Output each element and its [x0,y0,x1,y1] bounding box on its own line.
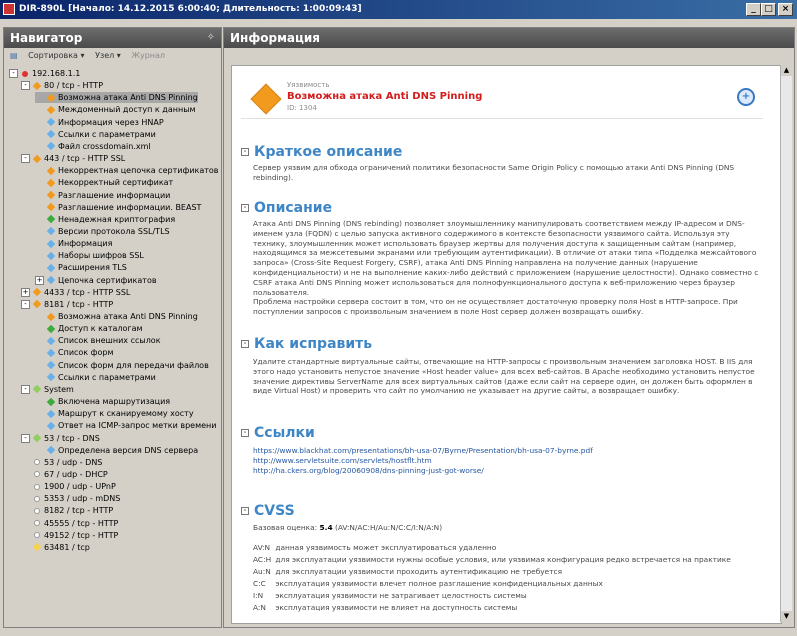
severity-icon [47,94,55,102]
tree-node[interactable] [35,347,114,358]
severity-diamond-icon [250,83,281,114]
description-text: Атака Anti DNS Pinning (DNS rebinding) позволяет злоумышленнику манипулировать соответствием между IP-адресом и DNS-именем узла (FQDN) с целью запуска активного содержимого в контексте безопасности уязвимого сайта. Используя эту технику, злоумышленник может использовать браузер жертвы для получения доступа к защищенным сайтам (например, находящимся за межсетевыми экранами или требующим аутентификации). В отличие от атаки типа «Подделка межсайтового запроса» (Cross-Site Request Forgery, CSRF), атака Anti DNS Pinning направлена на получение данных (нарушение конфиденциальности) и не на выполнение каких-либо действий с приложением (нарушение целостности). Однако совместно с CSRF атака Anti DNS Pinning может использоваться для полнофункционального доступа к веб-приложению через браузер пользователя. Проблема настройки сервера состоит в том, что он не осуществляет достаточную проверку поля Host в HTTP-запросе. При поступлении запросов с произвольным значением в поле Host сервер должен возвращать ошибку. [253,219,759,317]
close-button[interactable]: × [778,3,793,16]
vertical-scrollbar[interactable] [780,65,792,622]
sort-dropdown[interactable]: Сортировка ▾ [28,51,85,60]
collapse-icon[interactable]: - [241,340,249,348]
tree-node-label: Включена маршрутизация [58,397,171,407]
cvss-code: C:C [253,579,266,588]
tree-node-label: Цепочка сертификатов [58,275,157,285]
severity-icon [47,130,55,138]
collapse-icon[interactable]: - [21,81,30,90]
severity-icon [47,264,55,272]
severity-icon [47,166,55,174]
scroll-down-arrow-icon[interactable]: ▼ [781,611,792,622]
tree-node[interactable] [21,299,113,310]
severity-icon [47,312,55,320]
node-dropdown[interactable]: Узел ▾ [95,51,121,60]
tree-node-label: 1900 / udp - UPnP [44,482,116,492]
tree-node-label: Ссылки с параметрами [58,129,156,139]
severity-icon [47,203,55,211]
navigator-tree [5,68,220,626]
severity-icon [34,508,40,514]
tree-node-label: Файл crossdomain.xml [58,141,151,151]
navigator-toolbar [4,48,221,64]
navigator-panel [3,27,222,628]
tree-node[interactable] [9,68,80,79]
severity-icon [33,288,41,296]
tree-node-label: 67 / udp - DHCP [44,469,108,479]
tree-node[interactable] [21,469,108,480]
fix-text: Удалите стандартные виртуальные сайты, отвечающие на HTTP-запросы с произвольным значением заголовка HOST. В IIS для этого надо установить непустое значение «Host header value» для всех веб-сайтов. В Apache необходимо установить непустое значение директивы ServerName для всех виртуальных сайтов (даже если сайт на сервере один, он должен быть оформлен в виде Virtual Host) и проверить что сайт по умолчанию не указывает на другие сайты, а возвращает ошибку. [253,357,755,396]
tree-node-label: Ненадежная криптография [58,214,176,224]
tree-node[interactable] [35,420,216,431]
tree-node-label: Междоменный доступ к данным [58,105,196,115]
severity-icon [47,373,55,381]
expand-icon[interactable]: + [22,287,29,296]
tree-node[interactable] [35,92,198,103]
tree-node[interactable] [35,226,170,237]
severity-icon [34,496,40,502]
severity-icon [47,397,55,405]
tree-node[interactable] [35,190,170,201]
tree-node[interactable] [35,177,173,188]
severity-icon [33,154,41,162]
tree-node[interactable] [21,505,113,516]
tree-node[interactable] [21,287,130,298]
tree-node[interactable] [21,433,100,444]
tree-node-label: Ссылки с параметрами [58,372,156,382]
tree-node[interactable] [35,408,194,419]
severity-icon [47,361,55,369]
severity-icon [47,191,55,199]
tree-node-label: 4433 / tcp - HTTP SSL [44,287,131,297]
severity-icon [34,520,40,526]
severity-icon [47,276,55,284]
links-list [253,446,765,475]
window-title: DIR-890L [Начало: 14.12.2015 6:00:40; Длительность: 1:00:09:43] [19,4,362,14]
tree-node[interactable] [21,153,125,164]
tree-node-label: 49152 / tcp - HTTP [44,530,119,540]
severity-icon [34,532,40,538]
tree-node[interactable] [35,104,196,115]
tree-node[interactable] [35,238,112,249]
vulnerability-card [241,78,763,119]
tree-node-label: Некорректная цепочка сертификатов [58,166,219,176]
short-desc-text: Сервер уязвим для обхода ограничений политики безопасности Same Origin Policy с помощью атаки Anti DNS Pinning (DNS rebinding). [253,163,735,182]
tree-node[interactable] [21,457,102,468]
collapse-icon[interactable]: - [241,507,249,515]
cvss-description: эксплуатация уязвимости не затрагивает целостность системы [275,591,527,600]
cvss-code: AC:H [253,555,272,564]
tree-node[interactable] [21,542,90,553]
tree-node-label: 63481 / tcp [44,542,90,552]
tree-node-label: Наборы шифров SSL [58,251,144,261]
tree-node[interactable] [21,530,118,541]
maximize-button[interactable]: □ [761,3,776,16]
expand-icon[interactable]: + [36,275,43,284]
navigator-header [4,28,221,48]
collapse-icon[interactable]: - [21,154,30,163]
tree-node-label: 192.168.1.1 [32,69,81,78]
tree-node-label: 443 / tcp - HTTP SSL [44,154,126,164]
severity-icon [22,71,28,77]
severity-icon [33,300,41,308]
tree-node-label: Список форм [58,348,114,358]
severity-icon [34,459,40,465]
tree-node[interactable] [35,129,156,140]
section-cvss[interactable]: - CVSS [241,503,295,519]
tree-node-label: Список внешних ссылок [58,336,161,346]
tree-node[interactable] [21,384,74,395]
vuln-name: Возможна атака Anti DNS Pinning [287,91,483,102]
tree-node-label: 53 / tcp - DNS [44,433,100,443]
tree-node-label: 53 / udp - DNS [44,457,103,467]
tree-node[interactable] [35,202,201,213]
info-panel [223,27,795,628]
severity-icon [47,349,55,357]
severity-icon [47,215,55,223]
severity-icon [47,227,55,235]
tree-node-label: Ответ на ICMP-запрос метки времени [58,421,217,431]
cvss-code: A:N [253,603,266,612]
tree-node-label: Возможна атака Anti DNS Pinning [58,93,198,103]
severity-icon [47,118,55,126]
cvss-description: для эксплуатации уязвимости нужны особые условия, или уязвимая конфигурация редко встречается на практике [275,555,731,564]
severity-icon [33,543,41,551]
cvss-code: Au:N [253,567,271,576]
tree-node[interactable] [21,518,118,529]
app-icon [3,3,15,15]
tree-node-label: Определена версия DNS сервера [58,445,199,455]
severity-icon [47,337,55,345]
navigator-title: Навигатор [10,31,83,45]
severity-icon [47,142,55,150]
scroll-up-arrow-icon[interactable]: ▲ [781,65,792,76]
tree-node-label: Версии протокола SSL/TLS [58,226,170,236]
sort-icon[interactable]: ▤ [10,51,18,60]
severity-icon [47,446,55,454]
cvss-metric-row [253,603,517,612]
tree-node-label: Доступ к каталогам [58,324,143,334]
tree-node[interactable] [35,214,175,225]
reference-link[interactable]: http://www.servletsuite.com/servlets/hostflt.htm [253,455,432,465]
severity-icon [47,409,55,417]
severity-icon [33,81,41,89]
reference-link[interactable]: http://ha.ckers.org/blog/20060908/dns-pinning-just-got-worse/ [253,465,484,475]
collapse-icon[interactable]: - [9,69,18,78]
vuln-id: ID: 1304 [287,104,317,112]
tree-node-label: Разглашение информации. BEAST [58,202,202,212]
tree-node-label: Информация [58,239,113,249]
cvss-metric-row [253,543,496,552]
tree-node-label: 80 / tcp - HTTP [44,81,104,91]
section-short-desc[interactable]: - Краткое описание [241,144,402,160]
tree-node-label: Некорректный сертификат [58,178,174,188]
severity-icon [47,179,55,187]
tree-node[interactable] [35,360,209,371]
severity-icon [47,239,55,247]
tree-node-label: 45555 / tcp - HTTP [44,518,119,528]
minimize-button[interactable]: _ [746,3,761,16]
collapse-icon[interactable]: - [21,300,30,309]
collapse-icon[interactable]: - [241,429,249,437]
reference-link[interactable]: https://www.blackhat.com/presentations/bh-usa-07/Byrne/Presentation/bh-usa-07-byrne.pdf [253,446,593,455]
cvss-description: данная уязвимость может эксплуатироваться удаленно [275,543,497,552]
tree-node[interactable] [35,445,198,456]
vuln-label: Уязвимость [287,81,330,89]
cvss-code: AV:N [253,543,271,552]
cvss-description: эксплуатация уязвимости влечет полное разглашение конфиденциальных данных [275,579,603,588]
tree-node-label: 8181 / tcp - HTTP [44,299,114,309]
severity-icon [47,106,55,114]
tree-node-label: Разглашение информации [58,190,171,200]
collapse-icon[interactable]: - [21,385,30,394]
severity-icon [33,385,41,393]
cvss-code: I:N [253,591,264,600]
severity-icon [33,434,41,442]
cvss-base-score: Базовая оценка: 5.4 (AV:N/AC:H/Au:N/C:C/I:N/A:N) [253,523,443,532]
severity-icon [47,252,55,260]
tree-node-label: Возможна атака Anti DNS Pinning [58,312,198,321]
cvss-metric-row [253,567,562,576]
severity-icon [47,422,55,430]
zoom-in-icon[interactable]: + [737,88,755,106]
cvss-description: для эксплуатации уязвимости проходить аутентификацию не требуется [275,567,563,576]
collapse-icon[interactable]: - [241,204,249,212]
cvss-description: эксплуатация уязвимости не влияет на доступность системы [275,603,518,612]
tree-node[interactable] [21,481,116,492]
tree-node[interactable] [35,275,157,286]
tree-node-label: Расширения TLS [58,263,127,273]
cvss-metric-row [253,555,731,564]
severity-icon [34,484,40,490]
cvss-metric-row [253,579,603,588]
severity-icon [47,324,55,332]
tree-node[interactable] [35,311,198,322]
tree-node[interactable] [35,165,219,176]
tree-node-label: Информация через HNAP [58,117,164,127]
collapse-icon[interactable]: - [21,434,30,443]
tree-node[interactable] [35,335,161,346]
tree-node-label: 8182 / tcp - HTTP [44,506,114,516]
tree-node-label: Маршрут к сканируемому хосту [58,409,194,419]
tree-node[interactable] [35,396,170,407]
tree-node-label: 5353 / udp - mDNS [44,494,121,504]
tree-node[interactable] [35,250,144,261]
journal-button[interactable]: Журнал [131,51,166,60]
tree-node[interactable] [35,372,156,383]
collapse-icon[interactable]: - [241,148,249,156]
tree-node-label: Список форм для передачи файлов [58,360,209,370]
tree-node[interactable] [35,117,164,128]
info-header: Информация [224,28,794,48]
section-how-to-fix[interactable]: - Как исправить [241,336,372,352]
pin-icon[interactable]: ✧ [206,32,215,43]
tree-node[interactable] [21,493,120,504]
info-content [231,65,782,624]
section-links[interactable]: - Ссылки [241,425,315,441]
tree-node[interactable] [35,141,151,152]
severity-icon [34,471,40,477]
tree-node-label: System [44,384,74,394]
tree-node[interactable] [35,323,143,334]
title-bar [0,0,797,19]
section-description[interactable]: - Описание [241,200,332,216]
tree-node[interactable] [35,262,127,273]
tree-node[interactable] [21,80,103,91]
cvss-metric-row [253,591,527,600]
